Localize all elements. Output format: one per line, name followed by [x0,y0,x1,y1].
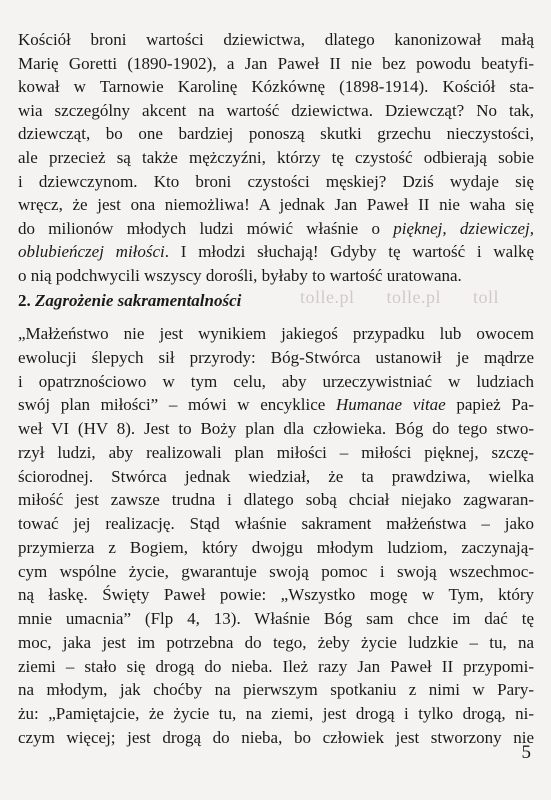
text-line: ściorodnej. Stwórca jednak wiedział, że ta prawdziwa, wielka [18,466,534,486]
watermark-text: tolle.pl [386,287,441,307]
text-line: Marię Goretti (1890-1902), a Jan Paweł II nie bez powodu beatyfi- [18,53,534,73]
section-title: Zagrożenie sakramentalności [35,291,242,310]
section-heading [18,291,241,311]
text-line: żu: „Pamiętajcie, że życie tu, na ziemi, jest drogą i tylko drogą, ni- [18,704,534,723]
text-run: . I młodzi słuchają! Gdyby tę wartość i walkę [164,242,534,262]
text-line: i dziewczynom. Kto broni czystości męskiej? Dziś wydaje się [18,171,534,191]
text-line: ale przecież są także mężczyźni, którzy tę czystość odbierają sobie [18,148,534,167]
text-line: ną łaskę. Święty Paweł powie: „Wszystko mogę w Tym, który [18,585,534,605]
text-line: kował w Tarnowie Karolinę Kózkównę (1898-1914). Kościół sta- [18,77,534,97]
text-line: dziewcząt, bo one bardziej ponoszą skutki grzechu nieczystości, [18,124,534,144]
emphasis-text: Humanae vitae [335,395,446,415]
text-line: i opatrznościowo w tym celu, aby urzeczywistniać w ludziach [18,371,534,391]
watermark-text: toll [473,287,500,307]
text-line: „Małżeństwo nie jest wynikiem jakiegoś przypadku lub owocem [18,324,534,343]
text-run: papież Pa- [445,395,534,415]
text-line: na młodym, jak choćby na pierwszym spotkaniu z nimi w Pary- [18,680,534,700]
text-line [18,219,534,241]
text-line: ziemi – stało się drogą do nieba. Ileż razy Jan Paweł II przypomi- [18,656,534,676]
watermark-text: tolle.pl [300,287,355,307]
text-run: swój plan miłości” – mówi w encyklice [18,395,336,415]
text-line: miłość jest zawsze trudna i dlatego sobą chciał niejako zagwaran- [18,490,534,510]
text-line: weł VI (HV 8). Jest to Boży plan dla człowieka. Bóg do tego stwo- [18,419,534,438]
text-line: tować jej realizację. Stąd właśnie sakrament małżeństwa – jako [18,514,534,533]
watermark [300,287,531,308]
emphasis-text: oblubieńczej miłości [18,242,165,262]
text-line: ewolucji ślepych sił przyrody: Bóg-Stwórca ustanowił je mądrze [18,347,534,367]
text-line: mnie umacnia” (Flp 4, 13). Właśnie Bóg sam chce im dać tę [18,609,534,628]
page-number: 5 [521,742,531,763]
text-line: o nią podchwycili wszyscy dorośli, byłaby to wartość uratowana. [18,266,462,285]
text-line: moc, jaka jest im potrzebna do tego, żeby życie ludzkie – tu, na [18,632,534,652]
text-line: Kościół broni wartości dziewictwa, dlatego kanonizował małą [18,30,534,49]
text-line: czym więcej; jest drogą do nieba, bo człowiek jest stworzony nie [18,727,534,747]
text-line: przymierza z Bogiem, który dwojgu młodym ludziom, zaczynają- [18,537,534,557]
emphasis-text: pięknej, dziewiczej, [393,218,534,238]
text-run: do milionów młodych ludzi mówić właśnie o [18,218,394,238]
text-line [18,395,534,417]
section-number: 2. [18,291,31,310]
text-line: wręcz, że jest ona niemożliwa! A jednak Jan Paweł II nie waha się [18,195,534,215]
text-line [18,242,534,264]
text-line: rzył ludzi, aby realizowali plan miłości – miłości pięknej, szczę- [18,442,534,462]
text-line: wia szczególny akcent na wartość dziewictwa. Dziewcząt? No tak, [18,100,534,120]
text-line: cym wspólne życie, gwarantuje swoją pomoc i swoją wszechmoc- [18,561,534,581]
